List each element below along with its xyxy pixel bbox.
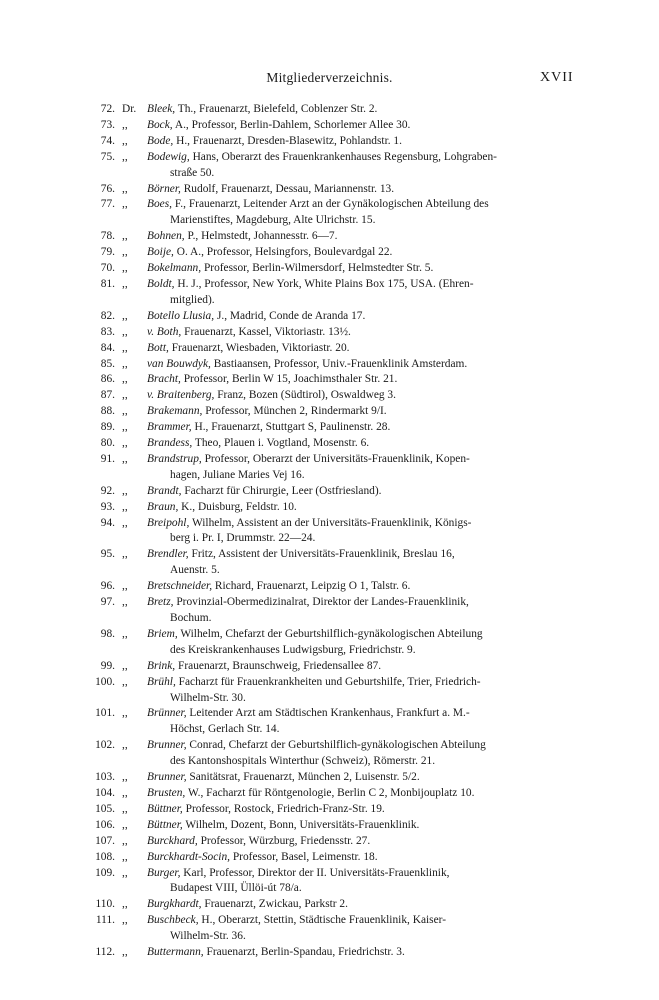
member-name: Burckhardt-Socin, <box>147 850 230 863</box>
member-details-continued: mitglied). <box>170 293 215 306</box>
entry-body <box>147 229 570 245</box>
entry-body <box>147 818 570 834</box>
member-name: Burckhard, <box>147 834 198 847</box>
entry-number: 101. <box>95 707 115 720</box>
entry-title-prefix: ,, <box>122 866 128 879</box>
member-details-continued: hagen, Juliane Maries Vej 16. <box>170 468 305 481</box>
member-details: F., Frauenarzt, Leitender Arzt an der Gynäkologischen Abteilung des <box>172 198 489 211</box>
member-details: Professor, München 2, Rindermarkt 9/I. <box>202 405 387 418</box>
list-item <box>92 182 570 198</box>
member-name: Büttner, <box>147 802 183 815</box>
member-details: Franz, Bozen (Südtirol), Oswaldweg 3. <box>214 389 396 402</box>
entry-title-prefix: ,, <box>122 818 128 831</box>
member-details-continued: Bochum. <box>170 612 212 624</box>
list-item <box>92 325 570 341</box>
entry-title-prefix: ,, <box>122 802 128 815</box>
member-details-continued: berg i. Pr. I, Drummstr. 22—24. <box>170 532 316 545</box>
member-details-continued: Marienstiftes, Magdeburg, Alte Ulrichstr. 15. <box>170 214 376 227</box>
member-name: van Bouwdyk, <box>147 357 211 370</box>
entry-title-prefix: ,, <box>122 437 128 450</box>
member-name: Bodewig, <box>147 150 190 163</box>
entry-body <box>147 102 570 118</box>
entry-body <box>147 372 570 388</box>
member-name: Briem, <box>147 627 178 640</box>
entry-body <box>147 579 570 595</box>
member-details: Th., Frauenarzt, Bielefeld, Coblenzer Str. 2. <box>175 103 378 115</box>
entry-body <box>147 388 570 404</box>
member-name: Bokelmann, <box>147 262 202 275</box>
entry-title-prefix: ,, <box>122 548 128 561</box>
entry-number: 109. <box>95 866 115 879</box>
member-name: Buschbeck, <box>147 914 199 927</box>
entry-number: 94. <box>100 516 115 529</box>
member-details-continued: des Kantonshospitals Winterthur (Schweiz), Römerstr. 21. <box>170 755 436 768</box>
member-details: H., Frauenarzt, Dresden-Blasewitz, Pohlandstr. 1. <box>173 134 402 147</box>
entry-title-prefix: ,, <box>122 134 128 147</box>
member-details: J., Madrid, Conde de Aranda 17. <box>214 309 366 322</box>
list-item <box>92 516 570 548</box>
member-details-continued: des Kreiskrankenhauses Ludwigsburg, Friedrichstr. 9. <box>170 643 416 656</box>
member-details: Bastiaansen, Professor, Univ.-Frauenklinik Amsterdam. <box>210 357 468 370</box>
entry-number: 108. <box>95 850 115 863</box>
member-details: Wilhelm, Chefarzt der Geburtshilflich-gynäkologischen Abteilung <box>177 627 483 640</box>
member-name: Brunner, <box>147 739 187 752</box>
entry-title-prefix: ,, <box>122 198 128 211</box>
entry-title-prefix: ,, <box>122 596 128 609</box>
list-item <box>92 197 570 229</box>
member-details: Conrad, Chefarzt der Geburtshilflich-gynäkologischen Abteilung <box>186 739 486 752</box>
member-name: Brammer, <box>147 421 192 434</box>
entry-number: 102. <box>95 739 115 752</box>
list-item <box>92 706 570 738</box>
list-item <box>92 850 570 866</box>
member-list <box>92 102 570 961</box>
list-item <box>92 134 570 150</box>
entry-number: 112. <box>95 946 115 959</box>
member-details: W., Facharzt für Röntgenologie, Berlin C 2, Monbijouplatz 10. <box>185 786 475 799</box>
entry-title-prefix: ,, <box>122 357 128 370</box>
entry-title-prefix: ,, <box>122 150 128 163</box>
entry-title-prefix: ,, <box>122 309 128 322</box>
entry-number: 103. <box>95 771 115 784</box>
entry-title-prefix: ,, <box>122 786 128 799</box>
member-name: Burgkhardt, <box>147 898 202 911</box>
member-details: Frauenarzt, Berlin-Spandau, Friedrichstr. 3. <box>203 946 405 959</box>
member-details: Professor, Würzburg, Friedensstr. 27. <box>197 834 371 847</box>
entry-body <box>147 850 570 866</box>
member-details: Frauenarzt, Wiesbaden, Viktoriastr. 20. <box>168 341 350 354</box>
entry-title-prefix: ,, <box>122 850 128 863</box>
entry-body <box>147 245 570 261</box>
entry-number: 98. <box>100 627 115 640</box>
entry-title-prefix: ,, <box>122 946 128 959</box>
entry-number: 99. <box>100 659 115 672</box>
entry-number: 75. <box>100 150 115 163</box>
entry-title-prefix: ,, <box>122 707 128 720</box>
member-name: Brink, <box>147 659 176 672</box>
list-item <box>92 579 570 595</box>
entry-number: 82. <box>100 309 115 322</box>
entry-body <box>147 436 570 452</box>
member-details: Fritz, Assistent der Universitäts-Frauenklinik, Breslau 16, <box>188 548 455 561</box>
member-details: Professor, Berlin-Wilmersdorf, Helmstedter Str. 5. <box>201 262 434 275</box>
entry-number: 74. <box>100 134 115 147</box>
entry-title-prefix: ,, <box>122 262 128 275</box>
list-item <box>92 452 570 484</box>
entry-body <box>147 802 570 818</box>
member-name: Brusten, <box>147 786 186 799</box>
member-name: Burger, <box>147 866 181 879</box>
member-details: Richard, Frauenarzt, Leipzig O 1, Talstr. 6. <box>212 580 411 593</box>
member-details: Frauenarzt, Kassel, Viktoriastr. 13½. <box>181 325 351 338</box>
member-name: Brünner, <box>147 707 187 720</box>
entry-body <box>147 261 570 277</box>
member-details: Facharzt für Chirurgie, Leer (Ostfriesland). <box>181 484 382 497</box>
entry-number: 91. <box>100 452 115 465</box>
entry-body <box>147 834 570 850</box>
entry-number: 105. <box>95 802 115 815</box>
member-name: Breipohl, <box>147 516 190 529</box>
member-details: A., Professor, Berlin-Dahlem, Schorlemer Allee 30. <box>172 118 411 131</box>
member-name: v. Both, <box>147 325 182 338</box>
list-item <box>92 309 570 325</box>
member-details: Sanitätsrat, Frauenarzt, München 2, Luisenstr. 5/2. <box>186 771 420 784</box>
entry-number: 78. <box>100 230 115 243</box>
member-details-continued: Höchst, Gerlach Str. 14. <box>170 723 280 736</box>
list-item <box>92 595 570 627</box>
entry-body <box>147 675 570 707</box>
entry-body <box>147 897 570 913</box>
member-details-continued: Wilhelm-Str. 36. <box>170 930 246 943</box>
member-name: Bode, <box>147 134 174 147</box>
list-item <box>92 404 570 420</box>
entry-number: 106. <box>95 818 115 831</box>
entry-body <box>147 786 570 802</box>
list-item <box>92 341 570 357</box>
entry-body <box>147 706 570 738</box>
member-name: Bohnen, <box>147 230 185 243</box>
list-item <box>92 261 570 277</box>
member-details: H., Oberarzt, Stettin, Städtische Frauenklinik, Kaiser- <box>198 914 447 927</box>
member-name: Bretz, <box>147 596 174 609</box>
list-item <box>92 436 570 452</box>
member-name: Bott, <box>147 341 169 354</box>
list-item <box>92 802 570 818</box>
entry-title-prefix: ,, <box>122 389 128 402</box>
entry-number: 93. <box>100 500 115 513</box>
list-item <box>92 372 570 388</box>
list-item <box>92 913 570 945</box>
entry-body <box>147 516 570 548</box>
entry-title-prefix: ,, <box>122 118 128 131</box>
list-item <box>92 818 570 834</box>
entry-number: 110. <box>95 898 115 911</box>
member-details: Rudolf, Frauenarzt, Dessau, Mariannenstr. 13. <box>180 182 395 195</box>
entry-title-prefix: ,, <box>122 182 128 195</box>
entry-body <box>147 547 570 579</box>
entry-body <box>147 945 570 961</box>
entry-body <box>147 197 570 229</box>
member-details: Provinzial-Obermedizinalrat, Direktor der Landes-Frauenklinik, <box>173 596 469 609</box>
entry-body <box>147 277 570 309</box>
entry-number: 81. <box>100 277 115 290</box>
member-name: Boes, <box>147 198 172 211</box>
member-name: Bleek, <box>147 103 176 115</box>
member-name: Bock, <box>147 118 173 131</box>
entry-number: 72. <box>100 103 115 115</box>
member-name: Büttner, <box>147 818 183 831</box>
member-details-continued: Wilhelm-Str. 30. <box>170 691 246 704</box>
entry-number: 77. <box>100 198 115 211</box>
list-item <box>92 738 570 770</box>
entry-body <box>147 182 570 198</box>
member-name: Brandt, <box>147 484 182 497</box>
list-item <box>92 500 570 516</box>
member-details: Karl, Professor, Direktor der II. Universitäts-Frauenklinik, <box>180 866 450 879</box>
member-details: Theo, Plauen i. Vogtland, Mosenstr. 6. <box>192 437 370 450</box>
entry-title-prefix: ,, <box>122 277 128 290</box>
list-item <box>92 675 570 707</box>
member-name: Brandstrup, <box>147 452 202 465</box>
entry-body <box>147 134 570 150</box>
list-item <box>92 834 570 850</box>
entry-number: 85. <box>100 357 115 370</box>
list-item <box>92 866 570 898</box>
entry-number: 96. <box>100 580 115 593</box>
entry-body <box>147 357 570 373</box>
entry-title-prefix: ,, <box>122 230 128 243</box>
entry-number: 89. <box>100 421 115 434</box>
list-item <box>92 627 570 659</box>
entry-title-prefix: ,, <box>122 500 128 513</box>
entry-title-prefix: ,, <box>122 421 128 434</box>
member-details: H. J., Professor, New York, White Plains Box 175, USA. (Ehren- <box>174 277 474 290</box>
entry-title-prefix: ,, <box>122 516 128 529</box>
entry-number: 100. <box>95 675 115 688</box>
entry-number: 95. <box>100 548 115 561</box>
list-item <box>92 659 570 675</box>
entry-number: 84. <box>100 341 115 354</box>
member-details: P., Helmstedt, Johannesstr. 6—7. <box>184 230 338 243</box>
entry-number: 87. <box>100 389 115 402</box>
list-item <box>92 420 570 436</box>
member-name: Boldt, <box>147 277 175 290</box>
list-item <box>92 118 570 134</box>
entry-title-prefix: ,, <box>122 325 128 338</box>
entry-title-prefix: ,, <box>122 246 128 259</box>
entry-body <box>147 309 570 325</box>
member-details-continued: Budapest VIII, Üllöi-út 78/a. <box>170 882 302 895</box>
entry-body <box>147 341 570 357</box>
entry-title-prefix: ,, <box>122 341 128 354</box>
entry-title-prefix: ,, <box>122 580 128 593</box>
entry-number: 104. <box>95 786 115 799</box>
list-item <box>92 150 570 182</box>
entry-number: 70. <box>100 262 115 275</box>
entry-title-prefix: ,, <box>122 771 128 784</box>
entry-number: 97. <box>100 596 115 609</box>
entry-body <box>147 500 570 516</box>
member-name: Bretschneider, <box>147 580 213 593</box>
running-title: Mitgliederverzeichnis. <box>266 70 393 85</box>
member-details: Professor, Rostock, Friedrich-Franz-Str. 19. <box>182 802 385 815</box>
member-details: O. A., Professor, Helsingfors, Boulevardgal 22. <box>173 246 393 259</box>
member-name: Brendler, <box>147 548 189 561</box>
member-details-continued: straße 50. <box>170 166 215 179</box>
list-item <box>92 229 570 245</box>
entry-title-prefix: ,, <box>122 627 128 640</box>
list-item <box>92 786 570 802</box>
entry-title-prefix: ,, <box>122 373 128 386</box>
member-name: Braun, <box>147 500 179 513</box>
member-details: Professor, Oberarzt der Universitäts-Frauenklinik, Kopen- <box>201 452 470 465</box>
list-item <box>92 770 570 786</box>
member-details: Facharzt für Frauenkrankheiten und Geburtshilfe, Trier, Friedrich- <box>175 675 481 688</box>
member-name: Botello Llusia, <box>147 309 215 322</box>
entry-body <box>147 738 570 770</box>
member-details: K., Duisburg, Feldstr. 10. <box>178 500 297 513</box>
list-item <box>92 388 570 404</box>
member-details: Leitender Arzt am Städtischen Krankenhaus, Frankfurt a. M.- <box>186 707 470 720</box>
entry-body <box>147 659 570 675</box>
entry-title-prefix: ,, <box>122 675 128 688</box>
entry-title-prefix: ,, <box>122 898 128 911</box>
entry-title-prefix: ,, <box>122 405 128 418</box>
entry-number: 79. <box>100 246 115 259</box>
member-name: Börner, <box>147 182 181 195</box>
entry-number: 92. <box>100 484 115 497</box>
entry-title-prefix: ,, <box>122 914 128 927</box>
member-name: v. Braitenberg, <box>147 389 215 402</box>
entry-title-prefix: Dr. <box>122 103 137 115</box>
list-item <box>92 245 570 261</box>
list-item <box>92 484 570 500</box>
member-details: Wilhelm, Assistent an der Universitäts-Frauenklinik, Königs- <box>189 516 472 529</box>
list-item <box>92 945 570 961</box>
entry-body <box>147 627 570 659</box>
list-item <box>92 547 570 579</box>
member-details: Professor, Basel, Leimenstr. 18. <box>229 850 378 863</box>
entry-body <box>147 866 570 898</box>
entry-number: 76. <box>100 182 115 195</box>
entry-body <box>147 118 570 134</box>
entry-title-prefix: ,, <box>122 834 128 847</box>
page-header <box>0 70 659 90</box>
member-details: Wilhelm, Dozent, Bonn, Universitäts-Frauenklinik. <box>182 818 420 831</box>
list-item <box>92 897 570 913</box>
entry-title-prefix: ,, <box>122 659 128 672</box>
entry-body <box>147 420 570 436</box>
entry-number: 111. <box>95 914 115 927</box>
member-details-continued: Auenstr. 5. <box>170 564 220 577</box>
entry-title-prefix: ,, <box>122 452 128 465</box>
list-item <box>92 277 570 309</box>
member-details: Professor, Berlin W 15, Joachimsthaler Str. 21. <box>180 373 398 386</box>
list-item <box>92 102 570 118</box>
member-name: Buttermann, <box>147 946 204 959</box>
entry-title-prefix: ,, <box>122 484 128 497</box>
member-name: Bracht, <box>147 373 181 386</box>
member-name: Brandess, <box>147 437 193 450</box>
member-name: Boije, <box>147 246 174 259</box>
member-details: Frauenarzt, Braunschweig, Friedensallee 87. <box>175 659 382 672</box>
entry-number: 88. <box>100 405 115 418</box>
entry-number: 73. <box>100 118 115 131</box>
entry-number: 80. <box>100 437 115 450</box>
member-name: Brakemann, <box>147 405 203 418</box>
entry-body <box>147 595 570 627</box>
page-number: XVII <box>540 70 574 85</box>
member-name: Brunner, <box>147 771 187 784</box>
entry-body <box>147 770 570 786</box>
member-details: H., Frauenarzt, Stuttgart S, Paulinenstr. 28. <box>191 421 391 434</box>
entry-number: 107. <box>95 834 115 847</box>
entry-body <box>147 452 570 484</box>
member-name: Brühl, <box>147 675 176 688</box>
entry-title-prefix: ,, <box>122 739 128 752</box>
entry-number: 86. <box>100 373 115 386</box>
entry-body <box>147 150 570 182</box>
entry-body <box>147 484 570 500</box>
entry-body <box>147 404 570 420</box>
entry-number: 83. <box>100 325 115 338</box>
entry-body <box>147 913 570 945</box>
entry-body <box>147 325 570 341</box>
list-item <box>92 357 570 373</box>
member-details: Hans, Oberarzt des Frauenkrankenhauses Regensburg, Lohgraben- <box>189 150 497 163</box>
member-details: Frauenarzt, Zwickau, Parkstr 2. <box>201 898 348 911</box>
